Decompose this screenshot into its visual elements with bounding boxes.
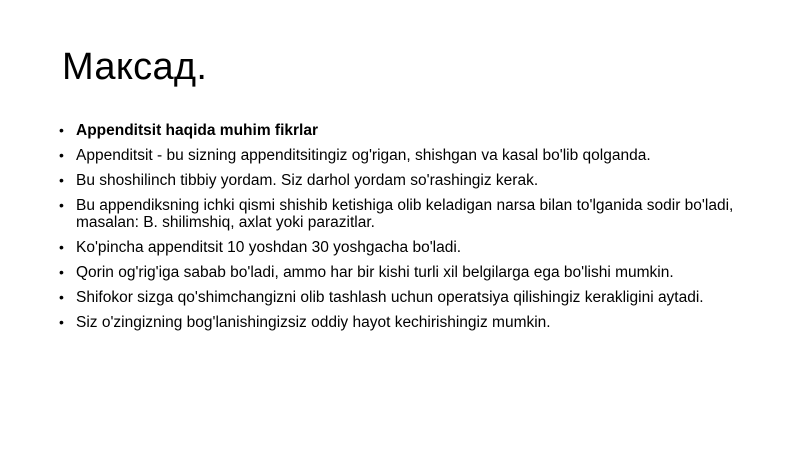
bullet-text: Shifokor sizga qo'shimchangizni olib tashlash uchun operatsiya qilishingiz kerakligini aytadi. xyxy=(76,289,704,306)
bullet-item xyxy=(58,147,758,164)
bullet-icon: • xyxy=(59,172,64,188)
bullet-text: Appenditsit haqida muhim fikrlar xyxy=(76,122,318,139)
bullet-icon: • xyxy=(59,314,64,330)
bullet-icon: • xyxy=(59,239,64,255)
bullet-item xyxy=(58,314,758,331)
bullet-text: Bu shoshilinch tibbiy yordam. Siz darhol yordam so'rashingiz kerak. xyxy=(76,172,539,189)
bullet-list xyxy=(58,122,758,339)
bullet-item xyxy=(58,122,758,139)
bullet-icon: • xyxy=(59,122,64,138)
slide-title: Максад. xyxy=(62,46,208,88)
bullet-icon: • xyxy=(59,147,64,163)
bullet-icon: • xyxy=(59,264,64,280)
bullet-text: Bu appendiksning ichki qismi shishib ketishiga olib keladigan narsa bilan to'lganida sodir bo'ladi, masalan: B. shilimshiq, axlat yoki parazitlar. xyxy=(76,197,734,231)
bullet-icon: • xyxy=(59,197,64,213)
bullet-item xyxy=(58,289,758,306)
bullet-text: Qorin og'rig'iga sabab bo'ladi, ammo har bir kishi turli xil belgilarga ega bo'lishi mumkin. xyxy=(76,264,674,281)
bullet-text: Siz o'zingizning bog'lanishingizsiz oddiy hayot kechirishingiz mumkin. xyxy=(76,314,551,331)
bullet-text: Ko'pincha appenditsit 10 yoshdan 30 yoshgacha bo'ladi. xyxy=(76,239,462,256)
bullet-item xyxy=(58,172,758,189)
bullet-item xyxy=(58,197,758,231)
bullet-icon: • xyxy=(59,289,64,305)
bullet-item xyxy=(58,264,758,281)
bullet-text: Appenditsit - bu sizning appenditsitingiz og'rigan, shishgan va kasal bo'lib qolganda. xyxy=(76,147,651,164)
bullet-item xyxy=(58,239,758,256)
